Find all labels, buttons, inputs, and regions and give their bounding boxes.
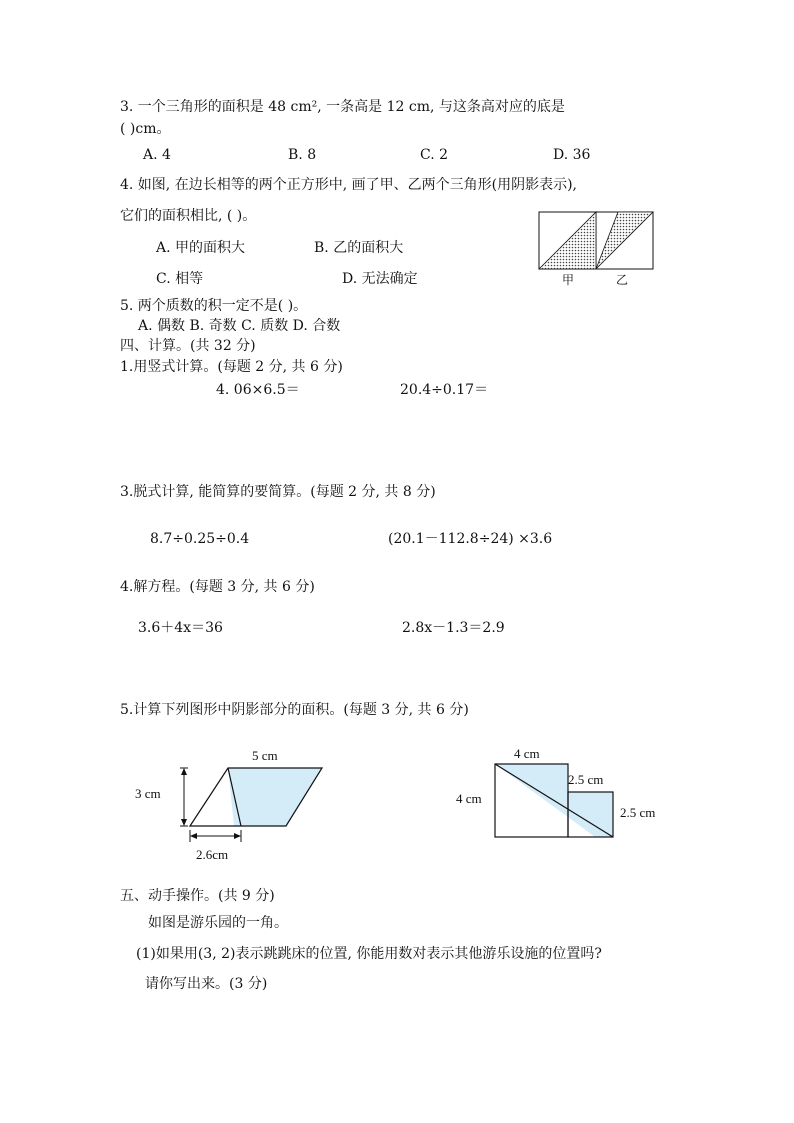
p1-expr-1: 4. 06×6.5＝ bbox=[216, 382, 300, 398]
parallelogram-shaded-region bbox=[228, 768, 322, 826]
label-right-2-5cm: 2.5 cm bbox=[620, 805, 656, 820]
label-mid-2-5cm: 2.5 cm bbox=[568, 772, 604, 787]
section4-title: 四、计算。(共 32 分) bbox=[120, 338, 256, 354]
height-arrowhead-down bbox=[181, 819, 187, 826]
label-left-4cm: 4 cm bbox=[456, 791, 482, 806]
shaded-triangle-top bbox=[495, 764, 568, 817]
p4-expr-2: 2.8x－1.3＝2.9 bbox=[402, 620, 505, 636]
p1-title: 1.用竖式计算。(每题 2 分, 共 6 分) bbox=[120, 359, 343, 375]
q3-option-c: C. 2 bbox=[420, 147, 449, 163]
label-height-3cm: 3 cm bbox=[135, 786, 161, 801]
label-base-2-6cm: 2.6cm bbox=[196, 847, 229, 862]
base-arrowhead-right bbox=[234, 833, 241, 839]
q4-option-a: A. 甲的面积大 bbox=[156, 240, 246, 256]
label-top-5cm: 5 cm bbox=[252, 748, 278, 763]
q5-line1: 5. 两个质数的积一定不是( )。 bbox=[120, 298, 308, 314]
rectangles-figure bbox=[450, 738, 680, 844]
q3-option-b: B. 8 bbox=[288, 147, 317, 163]
p5-title: 5.计算下列图形中阴影部分的面积。(每题 3 分, 共 6 分) bbox=[120, 702, 469, 718]
triangle-jia bbox=[539, 212, 596, 269]
section5-title: 五、动手操作。(共 9 分) bbox=[120, 888, 275, 904]
q3-line1: 3. 一个三角形的面积是 48 cm², 一条高是 12 cm, 与这条高对应的底是 bbox=[120, 99, 565, 115]
base-arrowhead-left bbox=[190, 833, 197, 839]
q4-line1: 4. 如图, 在边长相等的两个正方形中, 画了甲、乙两个三角形(用阴影表示), bbox=[120, 177, 577, 193]
q3-line2: ( )cm。 bbox=[120, 121, 171, 137]
p3-expr-2: (20.1－112.8÷24) ×3.6 bbox=[388, 531, 553, 547]
triangle-yi bbox=[596, 212, 653, 269]
label-yi: 乙 bbox=[616, 273, 629, 287]
shaded-region-small bbox=[568, 792, 613, 837]
q3-option-d: D. 36 bbox=[553, 147, 591, 163]
q3-option-a: A. 4 bbox=[143, 147, 171, 163]
p4-expr-1: 3.6＋4x＝36 bbox=[138, 620, 223, 636]
q4-option-b: B. 乙的面积大 bbox=[314, 240, 404, 256]
p1-expr-2: 20.4÷0.17＝ bbox=[400, 382, 489, 398]
label-top-4cm: 4 cm bbox=[514, 746, 540, 761]
q4-option-d: D. 无法确定 bbox=[342, 271, 418, 287]
section5-q1-line2: 请你写出来。(3 分) bbox=[145, 976, 268, 992]
section5-q1-line1: (1)如果用(3, 2)表示跳跳床的位置, 你能用数对表示其他游乐设施的位置吗? bbox=[136, 946, 602, 962]
q4-squares-figure bbox=[538, 210, 658, 288]
q5-options: A. 偶数 B. 奇数 C. 质数 D. 合数 bbox=[138, 318, 341, 334]
label-jia: 甲 bbox=[562, 273, 575, 287]
p4-title: 4.解方程。(每题 3 分, 共 6 分) bbox=[120, 579, 315, 595]
q4-option-c: C. 相等 bbox=[156, 271, 204, 287]
q4-line2: 它们的面积相比, ( )。 bbox=[120, 208, 257, 224]
height-arrowhead-up bbox=[181, 768, 187, 775]
parallelogram-figure bbox=[130, 740, 340, 868]
p3-title: 3.脱式计算, 能简算的要简算。(每题 2 分, 共 8 分) bbox=[120, 484, 436, 500]
section5-intro: 如图是游乐园的一角。 bbox=[148, 915, 288, 931]
p3-expr-1: 8.7÷0.25÷0.4 bbox=[150, 531, 250, 547]
